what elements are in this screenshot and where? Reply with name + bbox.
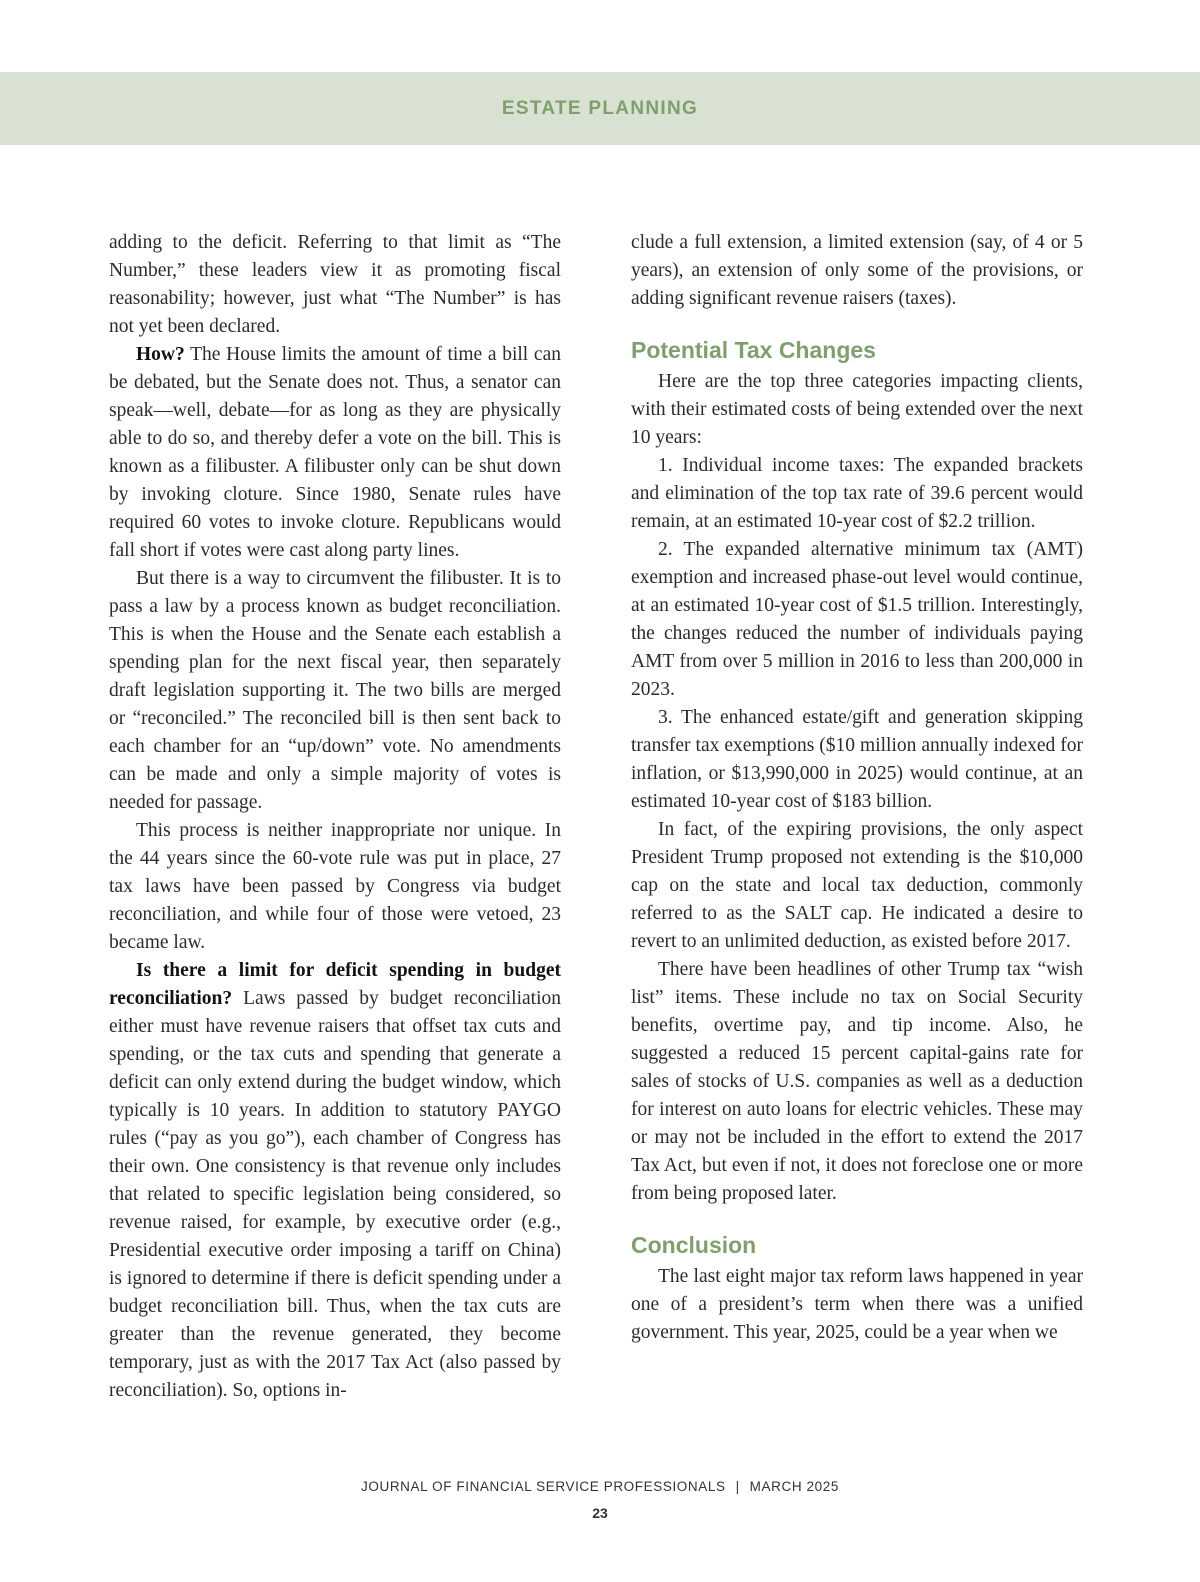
list-item: 1. Individual income taxes: The expanded brackets and elimination of the top tax rate of 39.6 percent would remain, at an estimated 10-year cost of $2.2 trillion. xyxy=(631,455,1083,532)
paragraph: The last eight major tax reform laws happened in year one of a president’s term when there was a unified government. This year, 2025, could be a year when we xyxy=(631,1266,1083,1343)
paragraph: adding to the deficit. Referring to that limit as “The Number,” these leaders view it as promoting fiscal reasonability; however, just what “The Number” is has not yet been declared. xyxy=(109,232,561,337)
paragraph: In fact, of the expiring provisions, the only aspect President Trump proposed not extending is the $10,000 cap on the state and local tax deduction, commonly referred to as the SALT cap. He indicated a desire to revert to an unlimited deduction, as existed before 2017. xyxy=(631,819,1083,952)
issue-date: MARCH 2025 xyxy=(749,1479,839,1494)
paragraph: This process is neither inappropriate nor unique. In the 44 years since the 60-vote rule was put in place, 27 tax laws have been passed by Congress via budget reconciliation, and while four of those were vetoed, 23 became law. xyxy=(109,820,561,953)
run-in-heading: How? xyxy=(136,344,185,365)
paragraph xyxy=(109,341,561,565)
paragraph: But there is a way to circumvent the filibuster. It is to pass a law by a process known as budget reconciliation. This is when the House and the Senate each establish a spending plan for the next fiscal year, then separately draft legislation supporting it. The two bills are merged or “reconciled.” The reconciled bill is then sent back to each chamber for an “up/down” vote. No amendments can be made and only a simple majority of votes is needed for passage. xyxy=(109,568,561,813)
paragraph xyxy=(109,957,561,1405)
right-column xyxy=(631,229,1083,1347)
run-in-heading: Is there a limit for deficit spending in budget reconciliation? xyxy=(109,960,561,1009)
list-item: 3. The enhanced estate/gift and generation skipping transfer tax exemptions ($10 million annually indexed for inflation, or $13,990,000 in 2025) would continue, at an estimated 10-year cost of $183 billion. xyxy=(631,707,1083,812)
list-item: 2. The expanded alternative minimum tax (AMT) exemption and increased phase-out level would continue, at an estimated 10-year cost of $1.5 trillion. Interestingly, the changes reduced the number of individuals paying AMT from over 5 million in 2016 to less than 200,000 in 2023. xyxy=(631,539,1083,700)
section-header-band xyxy=(0,72,1200,145)
section-heading-conclusion: Conclusion xyxy=(631,1232,757,1258)
paragraph-text: Laws passed by budget reconciliation either must have revenue raisers that offset tax cuts and spending, or the tax cuts and spending that generate a deficit can only extend during the budget window, which typically is 10 years. In addition to statutory PAYGO rules (“pay as you go”), each chamber of Congress has their own. One consistency is that revenue only includes that related to specific legislation being considered, so revenue raised, for example, by executive order (e.g., Presidential executive order imposing a tariff on China) is ignored to determine if there is deficit spending under a budget reconciliation bill. Thus, when the tax cuts are greater than the revenue generated, they become temporary, just as with the 2017 Tax Act (also passed by reconciliation). So, options in- xyxy=(109,988,561,1401)
footer-separator: | xyxy=(735,1479,740,1494)
paragraph-text: The House limits the amount of time a bill can be debated, but the Senate does not. Thus, a senator can speak—well, debate—for as long as they are physically able to do so, and thereby defer a vote on the bill. This is known as a filibuster. A filibuster only can be shut down by invoking cloture. Since 1980, Senate rules have required 60 votes to invoke cloture. Republicans would fall short if votes were cast along party lines. xyxy=(109,344,561,561)
paragraph: clude a full extension, a limited extension (say, of 4 or 5 years), an extension of only some of the provisions, or adding significant revenue raisers (taxes). xyxy=(631,232,1083,309)
section-heading-potential-tax-changes: Potential Tax Changes xyxy=(631,337,876,363)
journal-name: JOURNAL OF FINANCIAL SERVICE PROFESSIONALS xyxy=(361,1479,726,1494)
left-column xyxy=(109,229,561,1405)
paragraph: There have been headlines of other Trump tax “wish list” items. These include no tax on Social Security benefits, overtime pay, and tip income. Also, he suggested a reduced 15 percent capital-gains rate for sales of stocks of U.S. companies as well as a deduction for interest on auto loans for electric vehicles. These may or may not be included in the effort to extend the 2017 Tax Act, but even if not, it does not foreclose one or more from being proposed later. xyxy=(631,959,1083,1204)
page-footer xyxy=(0,1479,1200,1494)
section-title: ESTATE PLANNING xyxy=(501,97,699,119)
page-number: 23 xyxy=(592,1505,608,1521)
paragraph: Here are the top three categories impacting clients, with their estimated costs of being extended over the next 10 years: xyxy=(631,371,1083,448)
